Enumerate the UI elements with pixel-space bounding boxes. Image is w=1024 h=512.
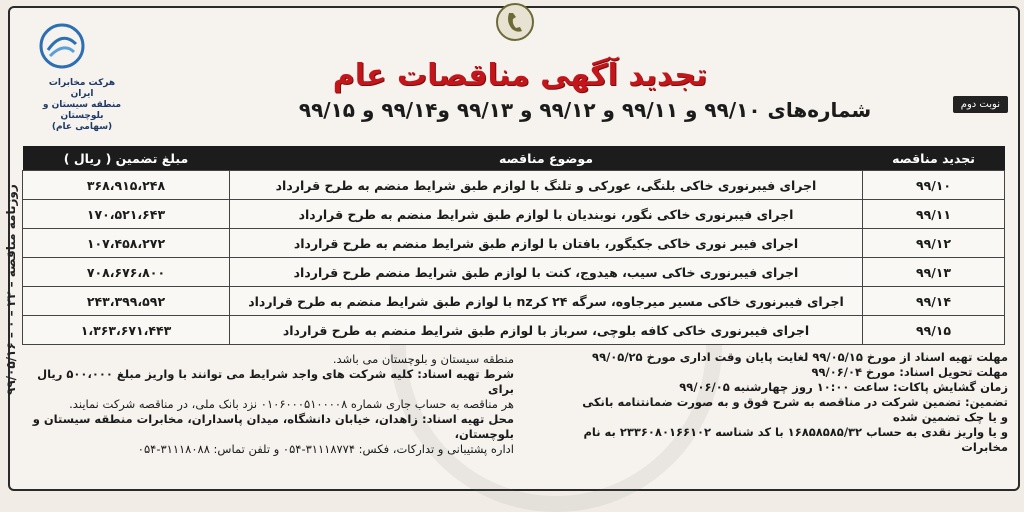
table-row xyxy=(23,258,1005,287)
note-doc-period: مهلت تهیه اسناد از مورخ ۹۹/۰۵/۱۵ لغایت پایان وقت اداری مورخ ۹۹/۰۵/۲۵ xyxy=(592,350,1008,364)
header-topic: موضوع مناقصه xyxy=(230,146,863,171)
logo-caption: هرکت مخابرات ایران منطقه سیستان و بلوچستان (سهامی عام) xyxy=(42,78,122,132)
cell-topic: اجرای فیبرنوری خاکی کافه بلوچی، سرباز با لوازم طبق شرایط منضم به طرح قرارداد xyxy=(230,316,863,345)
note-location: محل تهیه اسناد: زاهدان، خیابان دانشگاه، میدان پاسداران، مخابرات منطقه سیستان و بلوچستان، xyxy=(32,412,514,441)
side-newspaper-label: روزنامه مناقصه – ۲۲ – ۰ – ۹۹/۰۵/۱۶ xyxy=(4,184,18,396)
table-row xyxy=(23,287,1005,316)
cell-amount: ۷۰۸،۶۷۶،۸۰۰ xyxy=(23,258,230,287)
cell-code: ۹۹/۱۱ xyxy=(863,200,1005,229)
cell-amount: ۳۶۸،۹۱۵،۲۴۸ xyxy=(23,171,230,200)
note-account: هر مناقصه به حساب جاری شماره ۰۱۰۶۰۰۰۵۱۰۰۰۰۸ نزد بانک ملی، در مناقصه شرکت نمایند. xyxy=(69,397,514,411)
cell-topic: اجرای فیبرنوری خاکی مسیر میرجاوه، سرگه ۲۴ کرnz با لوازم طبق شرایط منضم به طرح قرارداد xyxy=(230,287,863,316)
cell-code: ۹۹/۱۳ xyxy=(863,258,1005,287)
cell-code: ۹۹/۱۲ xyxy=(863,229,1005,258)
cell-code: ۹۹/۱۵ xyxy=(863,316,1005,345)
table-row xyxy=(23,316,1005,345)
cell-topic: اجرای فیبر نوری خاکی جکیگور، بافتان با لوازم طبق شرایط منضم به طرح قرارداد xyxy=(230,229,863,258)
round-badge: نوبت دوم xyxy=(953,96,1008,113)
notes-conditions xyxy=(24,352,514,457)
note-payment: و یا واریز نقدی به حساب ۱۶۸۵۸۵۸۵/۳۲ با کد شناسه ۲۳۳۶۰۸۰۱۶۶۱۰۲ به نام مخابرات xyxy=(583,425,1008,454)
cell-topic: اجرای فیبرنوری خاکی سیب، هیدوج، کنت با لوازم طبق شرایط منضم طرح قرارداد xyxy=(230,258,863,287)
note-region: منطقه سیستان و بلوچستان می باشد. xyxy=(332,352,514,366)
tender-table xyxy=(22,146,1005,345)
note-delivery-deadline: مهلت تحویل اسناد: مورخ ۹۹/۰۶/۰۴ xyxy=(811,365,1008,379)
note-contact: اداره پشتیبانی و تدارکات، فکس: ۳۱۱۱۸۷۷۴-۰۵۴ و تلفن تماس: ۳۱۱۱۸۰۸۸-۰۵۴ xyxy=(137,442,514,456)
cell-topic: اجرای فیبرنوری خاکی نگور، نوبندیان با لوازم طبق شرایط منضم به طرح قرارداد xyxy=(230,200,863,229)
phone-icon xyxy=(495,2,535,42)
notice-title: تجدید آگهی مناقصات عام xyxy=(332,58,708,93)
tender-numbers: شماره‌های ۹۹/۱۰ و ۹۹/۱۱ و ۹۹/۱۲ و ۹۹/۱۳ و۹۹/۱۴ و ۹۹/۱۵ xyxy=(298,98,872,122)
logo-icon xyxy=(38,22,86,70)
cell-code: ۹۹/۱۴ xyxy=(863,287,1005,316)
note-condition: شرط تهیه اسناد: کلیه شرکت های واجد شرایط می توانند با واریز مبلغ ۵۰۰،۰۰۰ ریال برای xyxy=(37,367,514,396)
table-row xyxy=(23,171,1005,200)
header-amount: مبلغ تضمین ( ریال ) xyxy=(23,146,230,171)
cell-topic: اجرای فیبرنوری خاکی بلنگی، عورکی و تلنگ با لوازم طبق شرایط منضم به طرح قرارداد xyxy=(230,171,863,200)
table-header-row xyxy=(23,146,1005,171)
note-guarantee: تضمین: تضمین شرکت در مناقصه به شرح فوق و به صورت ضمانتنامه بانکی و یا چک تضمین شده xyxy=(582,395,1008,424)
cell-code: ۹۹/۱۰ xyxy=(863,171,1005,200)
company-logo xyxy=(38,22,126,133)
note-opening-time: زمان گشایش پاکات: ساعت ۱۰:۰۰ روز چهارشنبه ۹۹/۰۶/۰۵ xyxy=(679,380,1008,394)
table-row xyxy=(23,200,1005,229)
notes-deadlines xyxy=(578,350,1008,455)
header-code: تجدید مناقصه xyxy=(863,146,1005,171)
cell-amount: ۱،۳۶۳،۶۷۱،۴۴۳ xyxy=(23,316,230,345)
cell-amount: ۱۷۰،۵۲۱،۶۴۳ xyxy=(23,200,230,229)
cell-amount: ۱۰۷،۴۵۸،۲۷۲ xyxy=(23,229,230,258)
cell-amount: ۲۴۳،۳۹۹،۵۹۲ xyxy=(23,287,230,316)
table-row xyxy=(23,229,1005,258)
